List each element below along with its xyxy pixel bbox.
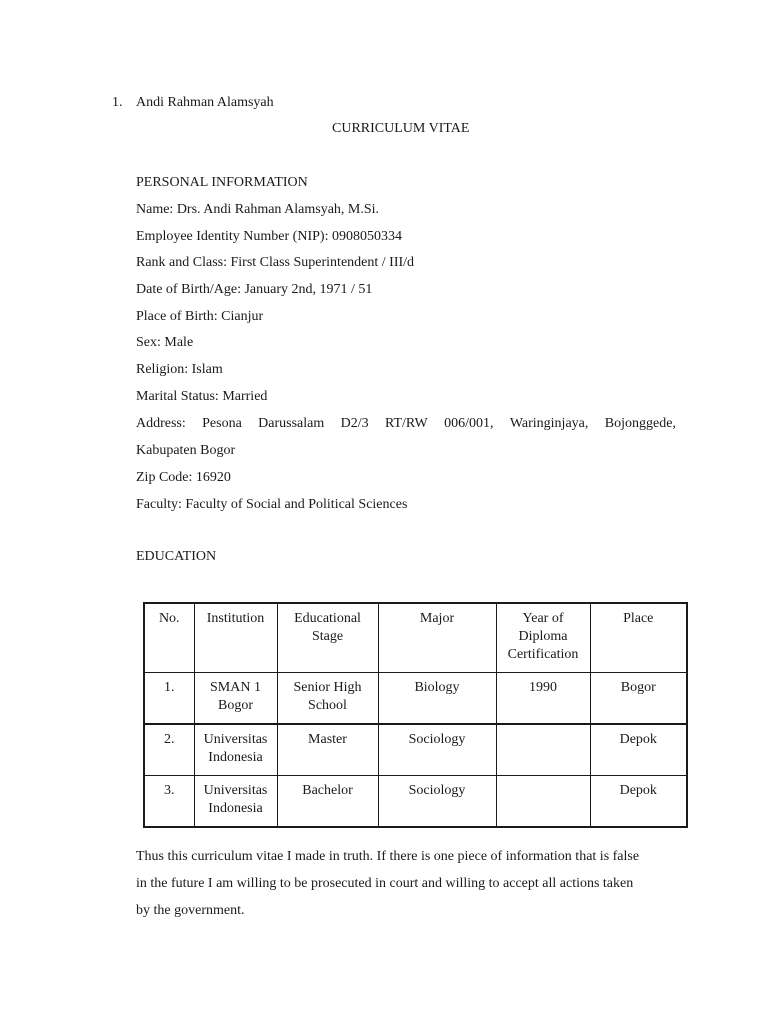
cell-place: Bogor: [590, 673, 687, 725]
column-header-place: Place: [590, 603, 687, 673]
marital-line: Marital Status: Married: [136, 389, 268, 404]
address-word: 006/001,: [444, 416, 494, 431]
column-header-no: No.: [144, 603, 194, 673]
faculty-line: Faculty: Faculty of Social and Political Sciences: [136, 497, 408, 512]
education-title: EDUCATION: [136, 549, 217, 564]
address-word: D2/3: [340, 416, 369, 431]
address-word: RT/RW: [384, 416, 428, 431]
rank-line: Rank and Class: First Class Superintendent / III/d: [136, 255, 415, 270]
dob-line: Date of Birth/Age: January 2nd, 1971 / 51: [136, 282, 373, 297]
document-title: CURRICULUM VITAE: [332, 121, 470, 136]
cell-no: 3.: [144, 776, 194, 828]
list-number: 1.: [112, 95, 123, 110]
cell-year: 1990: [496, 673, 590, 725]
table-header-row: [144, 603, 687, 673]
column-header-year: Year of Diploma Certification: [496, 603, 590, 673]
pob-line: Place of Birth: Cianjur: [136, 309, 264, 324]
person-name-heading: Andi Rahman Alamsyah: [136, 95, 274, 110]
name-line: Name: Drs. Andi Rahman Alamsyah, M.Si.: [136, 202, 380, 217]
closing-line-2: in the future I am willing to be prosecuted in court and willing to accept all actions taken: [136, 876, 634, 891]
cell-major: Sociology: [378, 724, 496, 776]
closing-line-1: Thus this curriculum vitae I made in truth. If there is one piece of information that is false: [136, 849, 640, 864]
column-header-major: Major: [378, 603, 496, 673]
cell-major: Biology: [378, 673, 496, 725]
cell-place: Depok: [590, 776, 687, 828]
cell-major: Sociology: [378, 776, 496, 828]
sex-line: Sex: Male: [136, 335, 194, 350]
cell-stage: Master: [277, 724, 378, 776]
address-word: Pesona: [202, 416, 242, 431]
cell-no: 2.: [144, 724, 194, 776]
cell-institution: SMAN 1 Bogor: [194, 673, 277, 725]
cell-institution: Universitas Indonesia: [194, 724, 277, 776]
table-row: [144, 673, 687, 725]
address-word: Bojonggede,: [604, 416, 676, 431]
column-header-institution: Institution: [194, 603, 277, 673]
cell-place: Depok: [590, 724, 687, 776]
address-line: [136, 415, 676, 433]
religion-line: Religion: Islam: [136, 362, 223, 377]
address-word: Waringinjaya,: [509, 416, 589, 431]
cell-stage: Bachelor: [277, 776, 378, 828]
education-table: [143, 602, 688, 828]
address-line-2: Kabupaten Bogor: [136, 443, 236, 458]
table-row: [144, 776, 687, 828]
cell-year: [496, 776, 590, 828]
cell-institution: Universitas Indonesia: [194, 776, 277, 828]
address-word: Address:: [136, 416, 186, 431]
zip-line: Zip Code: 16920: [136, 470, 231, 485]
nip-line: Employee Identity Number (NIP): 0908050334: [136, 229, 402, 244]
cell-stage: Senior High School: [277, 673, 378, 725]
address-word: Darussalam: [258, 416, 325, 431]
table-row: [144, 724, 687, 776]
closing-line-3: by the government.: [136, 903, 245, 918]
cell-no: 1.: [144, 673, 194, 725]
column-header-stage: Educational Stage: [277, 603, 378, 673]
cell-year: [496, 724, 590, 776]
personal-info-title: PERSONAL INFORMATION: [136, 175, 308, 190]
